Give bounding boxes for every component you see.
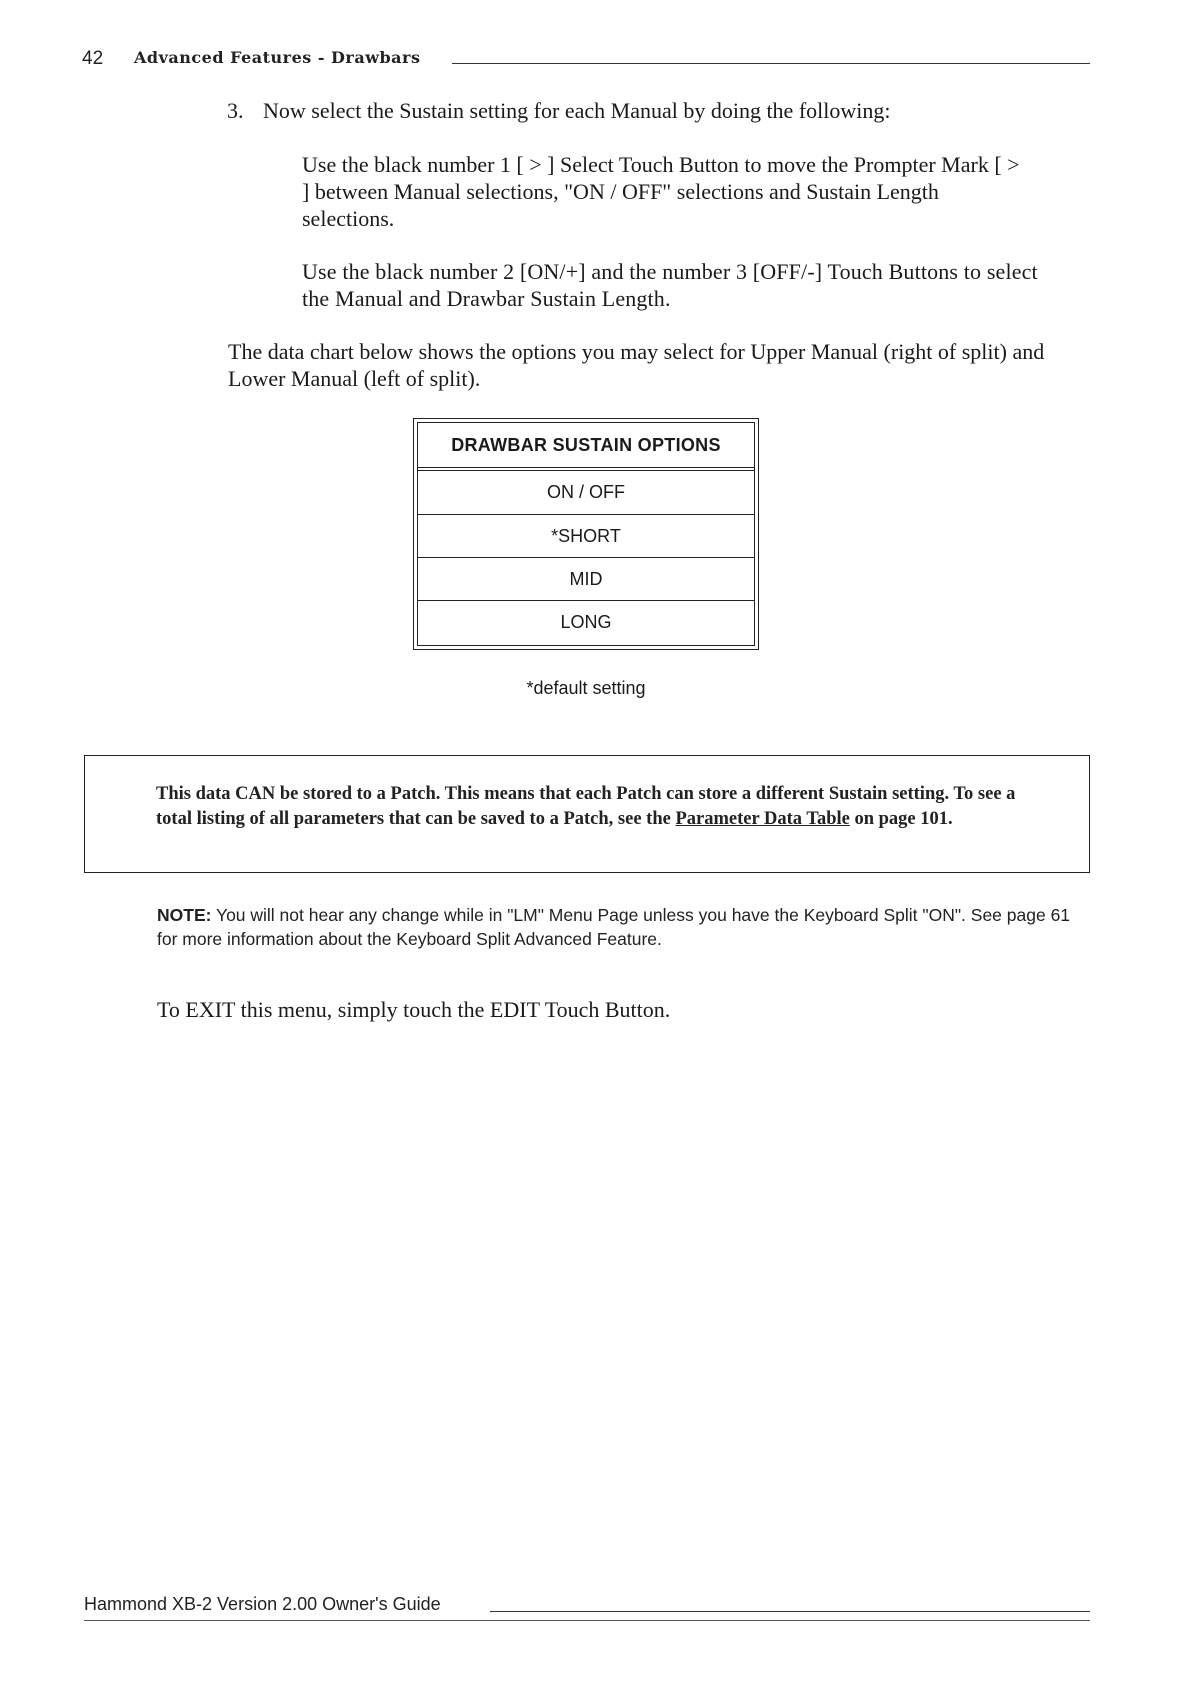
footer-bottom-rule xyxy=(84,1620,1090,1621)
table-row: MID xyxy=(418,557,754,601)
table-row: *SHORT xyxy=(418,514,754,558)
header-rule xyxy=(452,63,1090,64)
instruction-paragraph-1: Use the black number 1 [ > ] Select Touch Button to move the Prompter Mark [ > ] between Manual selections, "ON / OFF" selections and Sustain Length selections. xyxy=(302,152,1020,231)
step-text: Now select the Sustain setting for each Manual by doing the following: xyxy=(263,98,891,123)
section-title: Advanced Features - Drawbars xyxy=(134,48,421,67)
note-label: NOTE: xyxy=(157,905,212,925)
patch-info-text: This data CAN be stored to a Patch. This means that each Patch can store a different Sustain setting. To see a total listing of all parameters that can be saved to a Patch, see the Parameter Data Table on page 101. xyxy=(156,784,1016,829)
table-row: LONG xyxy=(418,600,754,644)
exit-instruction: To EXIT this menu, simply touch the EDIT Touch Button. xyxy=(157,997,671,1022)
table-footnote: *default setting xyxy=(526,678,646,698)
table-header: DRAWBAR SUSTAIN OPTIONS xyxy=(418,423,754,468)
step-number: 3. xyxy=(227,98,244,123)
chart-intro-paragraph: The data chart below shows the options you may select for Upper Manual (right of split) and Lower Manual (left of split). xyxy=(228,339,1045,391)
note-text: NOTE: You will not hear any change while in "LM" Menu Page unless you have the Keyboard Split "ON". See page 61 for more information about the Keyboard Split Advanced Feature. xyxy=(157,905,1071,949)
drawbar-sustain-options-table xyxy=(413,418,759,650)
table-row: ON / OFF xyxy=(547,482,625,502)
page-number: 42 xyxy=(82,48,104,69)
footer-rule xyxy=(490,1611,1090,1612)
parameter-data-table-link[interactable]: Parameter Data Table xyxy=(675,809,850,829)
instruction-paragraph-2: Use the black number 2 [ON/+] and the number 3 [OFF/-] Touch Buttons to select the Manual and Drawbar Sustain Length. xyxy=(302,259,1038,311)
footer-text: Hammond XB-2 Version 2.00 Owner's Guide xyxy=(84,1594,441,1614)
